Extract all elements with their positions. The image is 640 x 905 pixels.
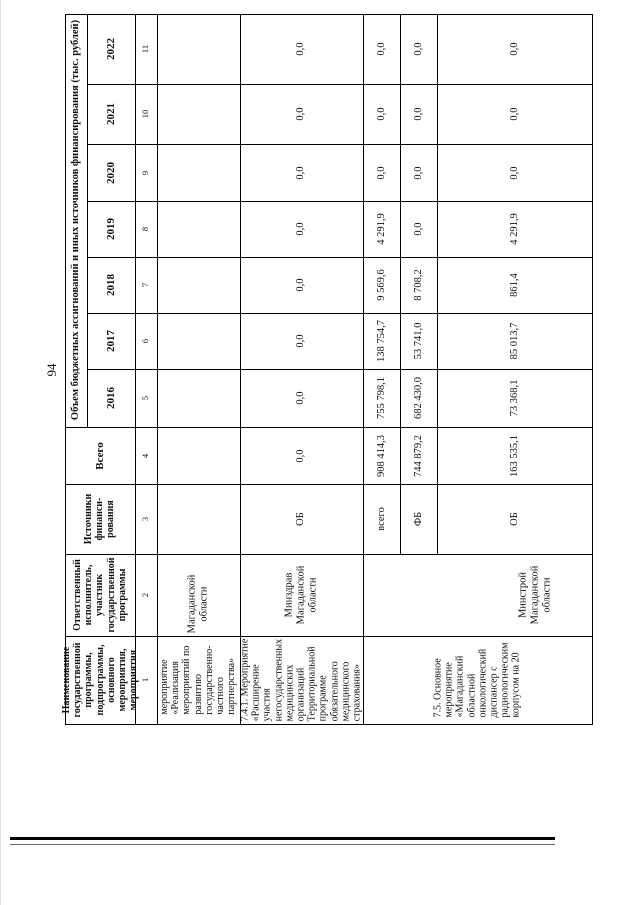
col-number: 9 xyxy=(140,170,151,175)
row3-value: 861,4 xyxy=(508,273,520,297)
row2-value: 0,0 xyxy=(295,334,307,348)
header-year-text: 2022 xyxy=(104,38,117,60)
col-number: 8 xyxy=(140,226,151,232)
row3-value: 682 430,0 xyxy=(412,377,424,419)
header-col4-text: Всего xyxy=(93,441,106,470)
header-col3-text: Источники финанси- рования xyxy=(83,493,117,545)
row3-value: 0,0 xyxy=(375,107,387,121)
row3-value: 53 741,0 xyxy=(412,322,424,360)
row3-value: 9 569,6 xyxy=(375,269,387,301)
row3-value: 4 291,9 xyxy=(508,213,520,245)
col-number: 2 xyxy=(140,592,151,598)
row3-exec-cell xyxy=(363,554,593,637)
row3-value: 0,0 xyxy=(412,222,424,236)
row1-name: мероприятие «Реализация мероприятий по развитию государственно- частного партнерства» xyxy=(158,645,237,715)
row2-value: 0,0 xyxy=(295,42,307,56)
row3-name: 7.5. Основное мероприятие «Магаданский областной онкологический диспансер с радиологическим корпусом на 20 xyxy=(432,642,522,718)
row3-value: 138 754,7 xyxy=(375,320,387,362)
row2-total: 0,0 xyxy=(295,448,307,463)
col-number: 5 xyxy=(140,395,151,401)
row2-source: ОБ xyxy=(295,512,307,526)
row3-executor: Минстрой Магаданской области xyxy=(517,565,552,625)
row1-cell xyxy=(157,427,241,485)
row3-value: 85 013,7 xyxy=(508,322,520,360)
row3-value: 755 798,1 xyxy=(375,377,387,419)
scan-edge xyxy=(0,0,1,905)
row1-cell xyxy=(157,14,241,85)
row3-value: 0,0 xyxy=(375,165,387,180)
row3-source: ФБ xyxy=(412,511,424,527)
row2-value: 0,0 xyxy=(295,165,307,180)
divider-line xyxy=(10,837,555,840)
row3-value: 8 708,2 xyxy=(412,269,424,301)
row3-value: 0,0 xyxy=(412,42,424,56)
row3-total: 163 535,1 xyxy=(508,434,520,477)
row3-source: ОБ xyxy=(508,512,520,526)
header-col1-text: Наименование государственной программы, подпрограммы, основного мероприятия, мероприятия xyxy=(60,642,139,718)
row3-value: 4 291,9 xyxy=(375,213,387,245)
header-year-text: 2019 xyxy=(104,218,117,240)
row3-value: 0,0 xyxy=(508,107,520,121)
header-year-text: 2018 xyxy=(104,274,117,296)
divider-line-thin xyxy=(10,844,555,845)
row2-value: 0,0 xyxy=(295,107,307,121)
header-year-text: 2021 xyxy=(104,103,117,125)
col-number: 7 xyxy=(140,282,151,288)
col-number: 1 xyxy=(140,677,151,683)
row1-cell xyxy=(157,313,241,370)
row3-total: 908 414,3 xyxy=(375,434,387,477)
row2-executor: Минздрав Магаданской области xyxy=(283,565,318,625)
budget-table xyxy=(60,14,592,724)
row1-cell xyxy=(157,369,241,428)
header-year-text: 2016 xyxy=(104,387,117,409)
row3-value: 0,0 xyxy=(412,107,424,121)
row1-cell xyxy=(157,257,241,314)
page-number: 94 xyxy=(44,363,59,377)
header-year-text: 2017 xyxy=(104,330,117,352)
row1-cell xyxy=(157,201,241,258)
row3-value: 0,0 xyxy=(508,42,520,56)
col-number: 6 xyxy=(140,338,151,344)
row3-value: 73 368,1 xyxy=(508,379,520,417)
row1-cell xyxy=(157,84,241,145)
col-number: 11 xyxy=(140,44,151,54)
row1-executor: Магаданской области xyxy=(186,574,209,634)
row3-total: 744 879,2 xyxy=(412,434,424,477)
row3-source: всего xyxy=(375,507,387,531)
row3-value: 0,0 xyxy=(375,42,387,56)
row2-value: 0,0 xyxy=(295,278,307,292)
row3-value: 0,0 xyxy=(508,165,520,180)
col-number: 10 xyxy=(140,109,151,119)
col-number: 3 xyxy=(140,516,151,522)
row2-name: 7.4.1. Мероприятие «Расширение участия негосударственных медицинских организаций Территориальной программе обязательного медицинского страхования» xyxy=(239,638,363,722)
row2-value: 0,0 xyxy=(295,222,307,236)
row1-cell xyxy=(157,484,241,555)
header-group: Объем бюджетных ассигнований и иных источников финансирования (тыс. рублей) xyxy=(70,19,82,421)
header-year-text: 2020 xyxy=(104,161,117,184)
row2-value: 0,0 xyxy=(295,391,307,405)
row3-value: 0,0 xyxy=(412,165,424,180)
col-number: 4 xyxy=(140,453,151,458)
row1-cell xyxy=(157,144,241,202)
header-col2-text: Ответственный исполнитель, участник государственной программы xyxy=(72,557,128,633)
